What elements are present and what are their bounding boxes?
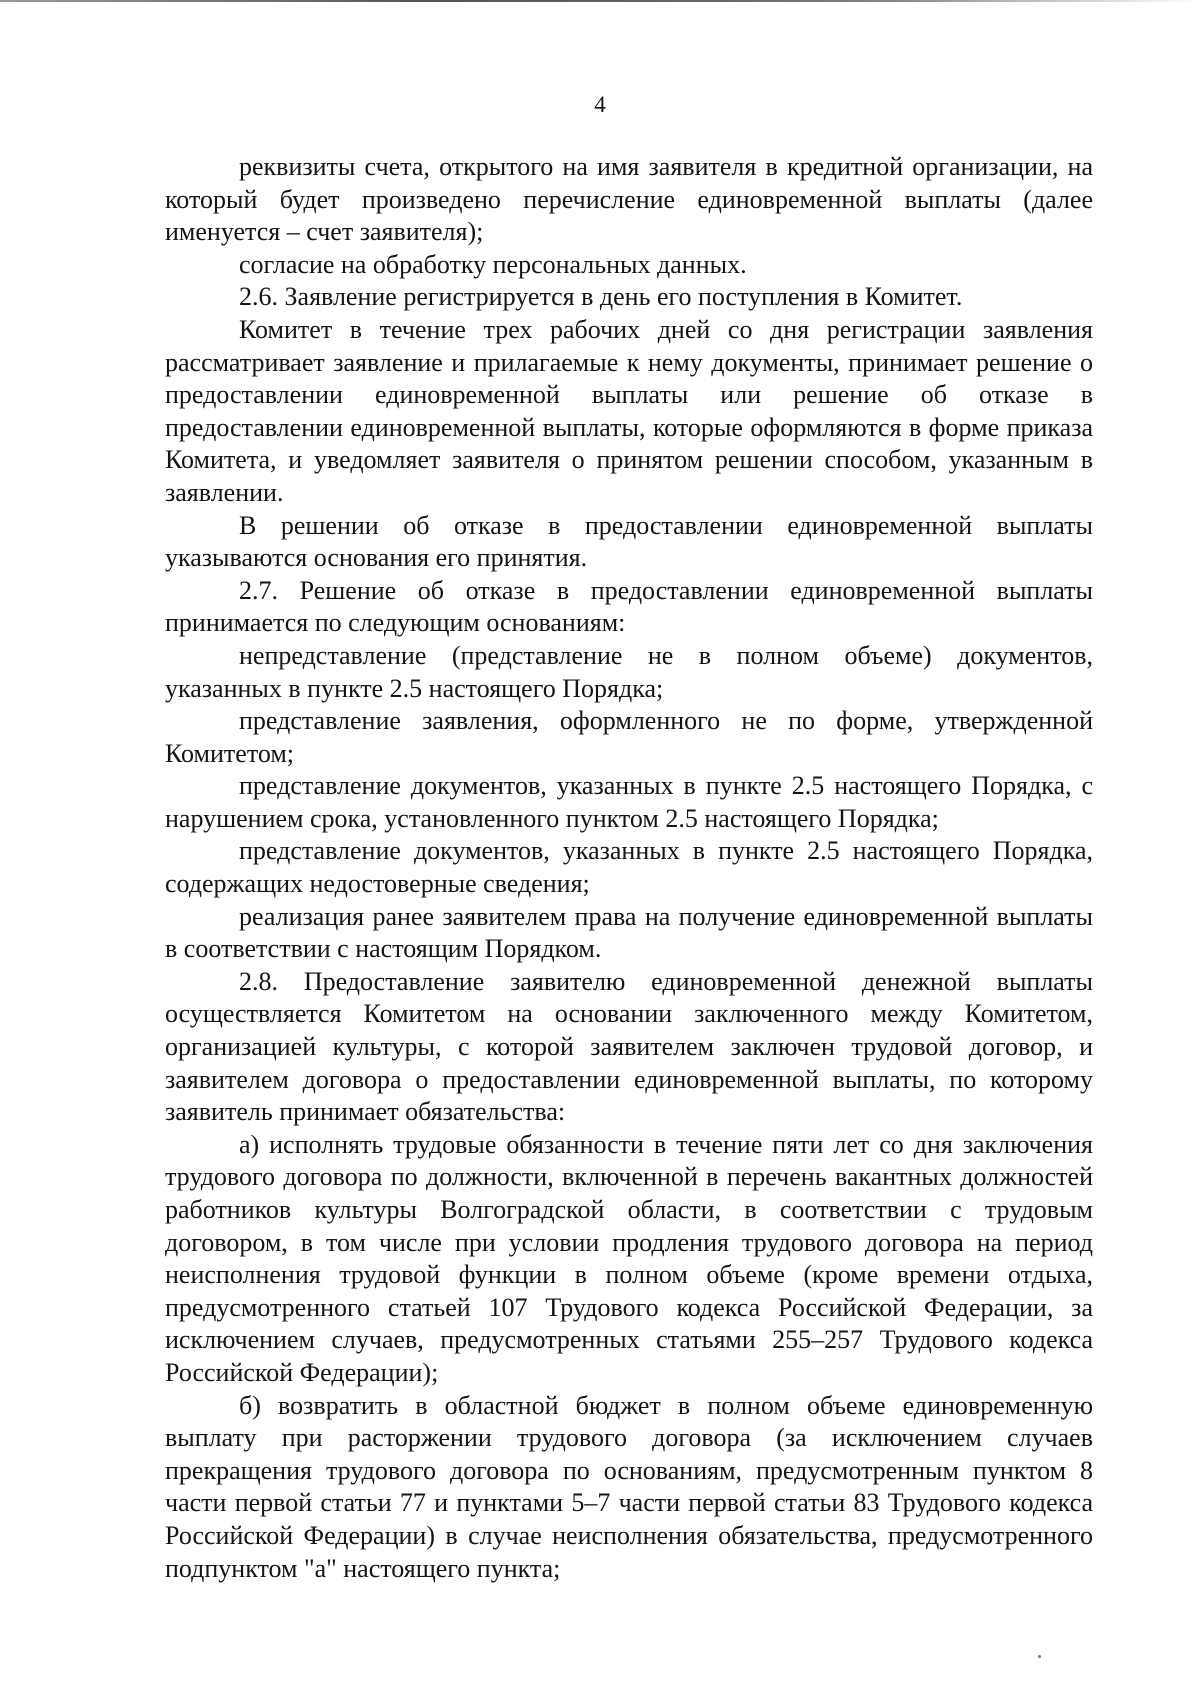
paragraph-refusal-grounds-note: В решении об отказе в предоставлении единовременной выплаты указываются основания его принятия. [165, 510, 1093, 573]
paragraph-ground-false-info: представление документов, указанных в пункте 2.5 настоящего Порядка, содержащих недостоверные сведения; [165, 836, 1093, 899]
paragraph-account-details: реквизиты счета, открытого на имя заявителя в кредитной организации, на который будет произведено перечисление единовременной выплаты (далее именуется – счет заявителя); [165, 152, 1093, 247]
paragraph-obligation-a: а) исполнять трудовые обязанности в течение пяти лет со дня заключения трудового договора по должности, включенной в перечень вакантных должностей работников культуры Волгоградской области, в соответствии с трудовым договором, в том числе при условии продления трудового договора на период неисполнения трудовой функции в полном объеме (кроме времени отдыха, предусмотренного статьей 107 Трудового кодекса Российской Федерации, за исключением случаев, предусмотренных статьями 255–257 Трудового кодекса Российской Федерации); [165, 1129, 1093, 1387]
paragraph-committee-review: Комитет в течение трех рабочих дней со дня регистрации заявления рассматривает заявление и прилагаемые к нему документы, принимает решение о предоставлении единовременной выплаты или решение об отказе в предоставлении единовременной выплаты, которые оформляются в форме приказа Комитета, и уведомляет заявителя о принятом решении способом, указанным в заявлении. [165, 314, 1093, 507]
paragraph-ground-prior-use: реализация ранее заявителем права на получение единовременной выплаты в соответствии с настоящим Порядком. [165, 901, 1093, 964]
paragraph-ground-incomplete-docs: непредставление (представление не в полном объеме) документов, указанных в пункте 2.5 настоящего Порядка; [165, 640, 1093, 703]
paragraph-2-8: 2.8. Предоставление заявителю единовременной денежной выплаты осуществляется Комитетом на основании заключенного между Комитетом, организацией культуры, с которой заявителем заключен трудовой договор, и заявителем договора о предоставлении единовременной выплаты, по которому заявитель принимает обязательства: [165, 966, 1093, 1127]
document-body [165, 151, 1093, 1585]
paragraph-obligation-b: б) возвратить в областной бюджет в полном объеме единовременную выплату при расторжении трудового договора (за исключением случаев прекращения трудового договора по основаниям, предусмотренным пунктом 8 части первой статьи 77 и пунктами 5–7 части первой статьи 83 Трудового кодекса Российской Федерации) в случае неисполнения обязательства, предусмотренного подпунктом "а" настоящего пункта; [165, 1390, 1093, 1583]
paragraph-ground-deadline: представление документов, указанных в пункте 2.5 настоящего Порядка, с нарушением срока, установленного пунктом 2.5 настоящего Порядка; [165, 771, 1093, 833]
paragraph-consent: согласие на обработку персональных данных. [239, 249, 747, 279]
paragraph-ground-wrong-form: представление заявления, оформленного не по форме, утвержденной Комитетом; [165, 706, 1093, 768]
scan-speck [1038, 1655, 1041, 1658]
page-number: 4 [594, 92, 606, 117]
paragraph-2-7: 2.7. Решение об отказе в предоставлении единовременной выплаты принимается по следующим основаниям: [165, 575, 1093, 638]
paragraph-2-6: 2.6. Заявление регистрируется в день его поступления в Комитет. [239, 282, 963, 312]
scan-top-edge [0, 0, 1200, 2]
